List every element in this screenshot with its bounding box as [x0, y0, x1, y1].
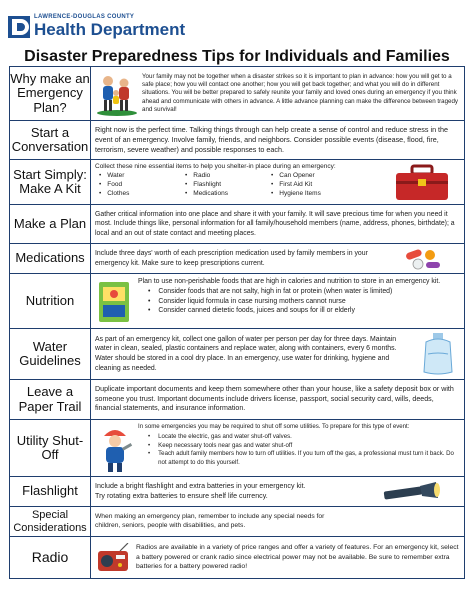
water-jug-icon [420, 332, 456, 376]
row-content [136, 537, 460, 578]
pills-icon [404, 247, 444, 271]
utility-item: • Keep necessary tools near gas and water shut-off [148, 442, 460, 451]
row-content [95, 244, 394, 273]
kit-item: • Water [99, 171, 183, 180]
row-special [9, 507, 465, 537]
row-content [95, 380, 460, 419]
row-medications [9, 244, 465, 274]
row-text: Gather critical information into one place and share it with your family. It will save precious time for when you need it most. Include things like, personal information for all family/household members (name, address, phones, birthdate); a local and an out of state contact and meeting places. [95, 210, 455, 237]
kit-item: • Radio [185, 171, 269, 180]
row-content [95, 507, 344, 536]
row-content [95, 205, 460, 243]
row-flashlight [9, 477, 465, 507]
row-label: Radio [10, 537, 91, 578]
page-title: Disaster Preparedness Tips for Individuals and Families [24, 48, 450, 65]
row-line: Try rotating extra batteries to ensure shelf life currency. [95, 492, 268, 501]
kit-item: • Food [99, 180, 183, 189]
tips-table [9, 66, 465, 579]
row-label: Special Considerations [10, 507, 91, 536]
row-utility [9, 420, 465, 477]
row-start-conversation [9, 121, 465, 160]
row-label: Why make an Emergency Plan? [10, 67, 91, 120]
row-make-plan [9, 205, 465, 244]
row-intro: Collect these nine essential items to help you shelter-in place during an emergency: [95, 163, 336, 170]
row-content [95, 329, 414, 379]
row-text: Include three days' worth of each prescription medication used by family members in your emergency kit. Make sure to keep prescriptions current. [95, 250, 368, 267]
utility-worker-icon [96, 424, 134, 474]
kit-item: • First Aid Kit [271, 180, 361, 189]
food-package-icon [96, 279, 132, 325]
nutrition-list [148, 287, 460, 315]
nutrition-item: • Consider canned dietetic foods, juices and soups for ill or elderly [148, 306, 460, 315]
row-label: Start a Conversation [10, 121, 91, 159]
utility-item: • Teach adult family members how to turn off utilities. If you turn off the gas, a professional must turn it back. Do not attempt to do this yourself. [148, 450, 460, 468]
health-department-logo-icon [8, 16, 30, 38]
row-text: Duplicate important documents and keep them somewhere other than your house, like a safety deposit box or with someone you trust. Important documents include drivers license, passport, social security card, wills, deeds, financial statements, and insurance information. [95, 384, 454, 413]
kit-item: • Hygiene Items [271, 189, 361, 198]
row-intro: Plan to use non-perishable foods that are high in calories and nutrition to store in an emergency kit. [138, 278, 441, 285]
nutrition-item: • Consider foods that are not salty, high in fat or protein (when water is limited) [148, 287, 460, 296]
kit-item: • Flashlight [185, 180, 269, 189]
row-text: Radios are available in a variety of price ranges and offer a variety of features. For an emergency kit, select a battery powered or crank radio since electrical power may not be available. Be sure to remember extra batteries for a battery powered radio! [136, 544, 459, 571]
org-name-top: LAWRENCE-DOUGLAS COUNTY [34, 14, 135, 20]
row-content [95, 121, 460, 159]
row-label: Nutrition [10, 274, 91, 328]
toolbox-icon [394, 164, 450, 202]
kit-item: • Medications [185, 189, 269, 198]
row-intro: In some emergencies you may be required to shut off some utilities. To prepare for this type of event: [138, 423, 410, 430]
row-text: Right now is the perfect time. Talking things through can help create a sense of control and reduce stress in the event of an emergency. Involve family, friends, and neighbors. Consider possible events (disease, flood, fire, terrorism, severe weather) and possible responses to each. [95, 124, 449, 155]
header [8, 14, 308, 42]
org-name-main: Health Department [34, 20, 186, 39]
flashlight-icon [380, 482, 444, 502]
row-text: When making an emergency plan, remember to include any special needs for children, seniors, people with disabilities, and pets. [95, 512, 325, 529]
row-label: Water Guidelines [10, 329, 91, 379]
family-icon [94, 71, 140, 117]
row-label: Utility Shut-Off [10, 420, 91, 476]
kit-item: • Can Opener [271, 171, 361, 180]
row-label: Start Simply: Make A Kit [10, 160, 91, 204]
row-content [138, 274, 460, 328]
row-content [95, 160, 384, 204]
row-line: Include a bright flashlight and extra batteries in your emergency kit. [95, 482, 306, 490]
row-content [138, 420, 460, 476]
row-content [142, 67, 460, 120]
nutrition-item: • Consider liquid formula in case nursing mothers cannot nurse [148, 297, 460, 306]
row-label: Leave a Paper Trail [10, 380, 91, 419]
row-paper-trail [9, 380, 465, 420]
kit-item: • Clothes [99, 189, 183, 198]
row-text: As part of an emergency kit, collect one gallon of water per person per day for three days. Maintain water in clean, sealed, plastic containers and replace water, along with containers, every 6 months. Water should be stored in a cool dry place. In an emergency, use water for drinking, hygiene and cleaning as needed. [95, 335, 397, 372]
row-text: Your family may not be together when a disaster strikes so it is important to plan in advance: how you will get to a safe place; how you will contact one another; how you will get back together; and what you will do in different situations. You will be better prepared to safely reunite your family and loved ones during an emergency if you think ahead and communicate with others in advance. A little advance planning can make the difference between tragedy and survival! [142, 72, 458, 113]
row-label: Make a Plan [10, 205, 91, 243]
row-make-kit [9, 160, 465, 205]
kit-item-list [99, 171, 384, 198]
radio-icon [96, 543, 130, 573]
row-radio [9, 537, 465, 579]
row-label: Medications [10, 244, 91, 273]
row-content [95, 477, 374, 506]
row-label: Flashlight [10, 477, 91, 506]
row-nutrition [9, 274, 465, 329]
utility-list [148, 433, 460, 468]
row-why-plan [9, 67, 465, 121]
utility-item: • Locate the electric, gas and water shut-off valves. [148, 433, 460, 442]
row-water [9, 329, 465, 380]
